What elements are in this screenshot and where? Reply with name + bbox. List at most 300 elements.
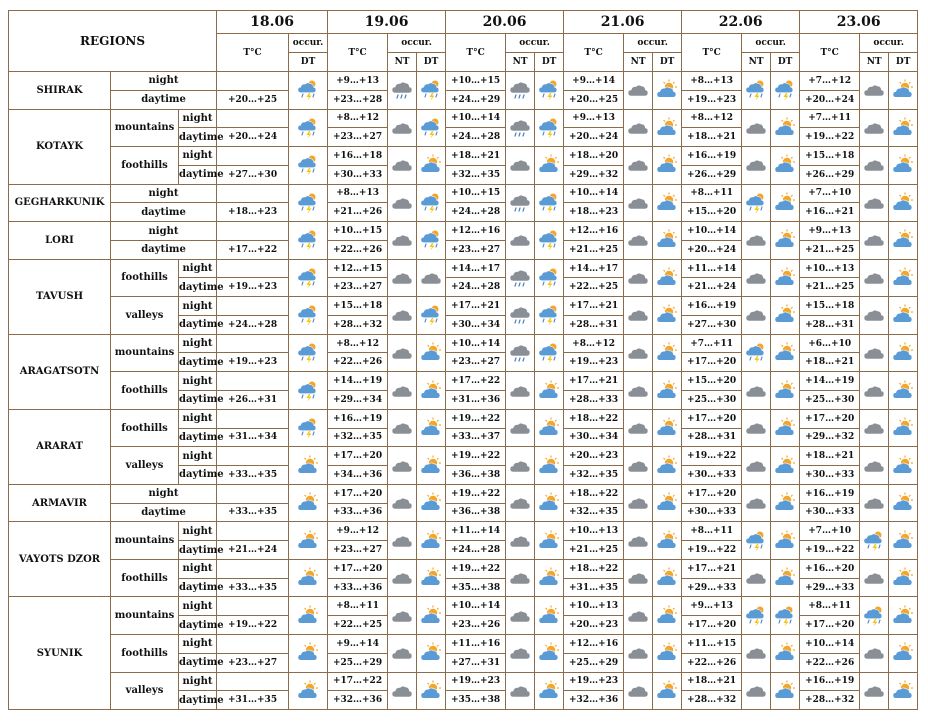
occurrence-cell (388, 634, 417, 672)
temperature-value: +24…+28 (217, 315, 289, 334)
sun-behind-cloud-icon (774, 304, 796, 326)
subregion-label: valleys (111, 447, 179, 485)
thunderstorm-rain-icon (297, 79, 319, 101)
temperature-value: +16…+19 (682, 297, 742, 316)
temperature-value: +10…+14 (446, 597, 506, 616)
temperature-value: +8…+11 (800, 597, 860, 616)
sun-behind-cloud-icon (538, 455, 560, 477)
occurrence-cell (289, 409, 328, 447)
occurrence-cell (653, 522, 682, 560)
table-row (9, 184, 918, 203)
subregion-label: foothills (111, 409, 179, 447)
occurrence-cell (506, 522, 535, 560)
cloud-icon (863, 567, 885, 589)
temperature-value: +15…+18 (328, 297, 388, 316)
temperature-value: +32…+36 (564, 691, 624, 710)
temperature-value: +19…+23 (217, 353, 289, 372)
sun-behind-cloud-icon (538, 154, 560, 176)
cloud-icon (627, 380, 649, 402)
temperature-value: +16…+19 (800, 672, 860, 691)
temperature-value: +11…+14 (682, 259, 742, 278)
temperature-value: +7…+10 (800, 522, 860, 541)
temperature-value: +8…+13 (328, 184, 388, 203)
temperature-value: +33…+35 (217, 503, 289, 522)
occurrence-cell (653, 297, 682, 335)
temperature-value: +22…+25 (564, 278, 624, 297)
subregion-label: valleys (111, 672, 179, 710)
period-label: night (179, 297, 217, 316)
temperature-value: +20…+25 (564, 90, 624, 109)
temperature-value: +19…+23 (446, 672, 506, 691)
temperature-value: +17…+20 (328, 447, 388, 466)
occurrence-cell (506, 184, 535, 222)
temperature-value: +23…+27 (328, 278, 388, 297)
cloud-icon (745, 267, 767, 289)
occurrence-cell (506, 297, 535, 335)
sun-behind-cloud-icon (297, 492, 319, 514)
thunderstorm-rain-icon (297, 117, 319, 139)
temperature-value (217, 72, 289, 91)
occurrence-cell (535, 672, 564, 710)
temperature-value: +23…+27 (446, 353, 506, 372)
thunderstorm-rain-icon (745, 342, 767, 364)
cloud-icon (391, 680, 413, 702)
sun-behind-cloud-icon (892, 567, 914, 589)
table-row (9, 222, 918, 241)
period-label: night (179, 259, 217, 278)
occurrence-cell (889, 447, 918, 485)
subregion-label: valleys (111, 297, 179, 335)
temperature-value: +28…+32 (800, 691, 860, 710)
occurrence-cell (506, 72, 535, 110)
date-header-2: 19.06 (328, 11, 446, 34)
occurrence-cell (653, 672, 682, 710)
period-label: daytime (179, 616, 217, 635)
period-label: night (179, 147, 217, 166)
temperature-value: +14…+19 (328, 372, 388, 391)
occurrence-cell (653, 259, 682, 297)
temperature-value: +12…+16 (446, 222, 506, 241)
sun-behind-cloud-icon (656, 530, 678, 552)
occurrence-cell (289, 484, 328, 522)
cloud-icon (863, 417, 885, 439)
temperature-value: +14…+17 (446, 259, 506, 278)
occurrence-cell (742, 672, 771, 710)
cloud-icon (627, 117, 649, 139)
occurrence-cell (289, 597, 328, 635)
occurrence-cell (771, 109, 800, 147)
cloud-icon (863, 342, 885, 364)
temperature-value: +25…+29 (328, 653, 388, 672)
temperature-value: +19…+22 (800, 541, 860, 560)
occurrence-cell (506, 334, 535, 372)
sun-behind-cloud-icon (892, 229, 914, 251)
temperature-value: +19…+22 (446, 559, 506, 578)
subregion-label: mountains (111, 522, 179, 560)
thunderstorm-rain-icon (297, 192, 319, 214)
period-label: night (179, 597, 217, 616)
subregion-label: foothills (111, 634, 179, 672)
sun-behind-cloud-icon (656, 304, 678, 326)
sun-behind-cloud-icon (656, 455, 678, 477)
subregion-label: mountains (111, 109, 179, 147)
cloud-icon (391, 229, 413, 251)
occurrence-cell (506, 147, 535, 185)
subregion-label: foothills (111, 259, 179, 297)
temperature-value: +21…+25 (564, 541, 624, 560)
occurrence-cell (624, 259, 653, 297)
sun-behind-cloud-icon (538, 605, 560, 627)
cloud-icon (863, 117, 885, 139)
temperature-value: +18…+21 (682, 128, 742, 147)
temperature-value: +33…+35 (217, 466, 289, 485)
thunderstorm-rain-icon (538, 304, 560, 326)
cloud-icon (863, 680, 885, 702)
period-label: night (111, 72, 217, 91)
occurrence-cell (742, 259, 771, 297)
temperature-value: +17…+22 (217, 240, 289, 259)
temperature-value: +27…+30 (217, 165, 289, 184)
sun-behind-cloud-icon (892, 492, 914, 514)
region-lori: LORI (9, 222, 111, 260)
date-header-3: 20.06 (446, 11, 564, 34)
occurrence-cell (535, 447, 564, 485)
cloud-icon (627, 342, 649, 364)
cloud-icon (509, 154, 531, 176)
period-label: daytime (111, 240, 217, 259)
temperature-value: +17…+20 (682, 484, 742, 503)
occurrence-cell (506, 409, 535, 447)
temperature-value: +32…+35 (328, 428, 388, 447)
temperature-value: +29…+32 (564, 165, 624, 184)
cloud-icon (627, 304, 649, 326)
thunderstorm-rain-icon (538, 229, 560, 251)
temperature-value: +17…+20 (800, 409, 860, 428)
table-row (9, 484, 918, 503)
temperature-value: +20…+24 (800, 90, 860, 109)
temperature-value: +10…+14 (682, 222, 742, 241)
sun-behind-cloud-icon (420, 380, 442, 402)
sun-behind-cloud-icon (656, 642, 678, 664)
thunderstorm-rain-icon (297, 380, 319, 402)
period-label: daytime (111, 203, 217, 222)
occurrence-cell (289, 522, 328, 560)
occurrence-cell (388, 484, 417, 522)
nt-header-2: NT (388, 53, 417, 72)
temperature-value: +20…+24 (217, 128, 289, 147)
occurrence-cell (624, 447, 653, 485)
occurrence-cell (417, 522, 446, 560)
occurrence-cell (889, 184, 918, 222)
occurrence-cell (388, 109, 417, 147)
sun-behind-cloud-icon (774, 267, 796, 289)
table-row (9, 147, 918, 166)
temperature-value: +33…+36 (328, 578, 388, 597)
occurrence-cell (860, 484, 889, 522)
temperature-value: +9…+12 (328, 522, 388, 541)
temperature-value: +28…+31 (800, 315, 860, 334)
cloud-icon (863, 267, 885, 289)
cloud-icon (509, 380, 531, 402)
thunderstorm-rain-icon (420, 117, 442, 139)
occurrence-cell (742, 334, 771, 372)
temperature-value: +25…+30 (800, 391, 860, 410)
occurrence-cell (860, 559, 889, 597)
dt-header-3: DT (535, 53, 564, 72)
occurrence-cell (771, 147, 800, 185)
temperature-value: +23…+28 (328, 90, 388, 109)
temperature-value: +15…+18 (800, 297, 860, 316)
occurrence-cell (535, 484, 564, 522)
occurrence-cell (289, 109, 328, 147)
occurrence-cell (889, 334, 918, 372)
occurrence-cell (624, 522, 653, 560)
cloud-icon (745, 154, 767, 176)
cloud-icon (745, 417, 767, 439)
occurrence-cell (624, 409, 653, 447)
regions-header: REGIONS (9, 11, 217, 72)
cloud-icon (391, 492, 413, 514)
thunderstorm-rain-icon (420, 229, 442, 251)
nt-header-4: NT (624, 53, 653, 72)
occurrence-cell (289, 147, 328, 185)
sun-behind-cloud-icon (774, 117, 796, 139)
occurrence-cell (860, 597, 889, 635)
occurrence-cell (624, 222, 653, 260)
temperature-value: +28…+31 (564, 315, 624, 334)
temperature-value: +22…+25 (328, 616, 388, 635)
thunderstorm-rain-icon (863, 530, 885, 552)
dt-header-5: DT (771, 53, 800, 72)
temperature-value: +12…+15 (328, 259, 388, 278)
occurrence-cell (771, 372, 800, 410)
temperature-value: +17…+20 (682, 353, 742, 372)
temperature-value: +18…+21 (682, 672, 742, 691)
region-tavush: TAVUSH (9, 259, 111, 334)
occurrence-cell (771, 72, 800, 110)
sun-behind-cloud-icon (420, 154, 442, 176)
occurrence-cell (860, 109, 889, 147)
sun-behind-cloud-icon (892, 79, 914, 101)
temperature-value: +22…+26 (328, 240, 388, 259)
temperature-value: +22…+26 (328, 353, 388, 372)
temperature-value: +23…+27 (328, 128, 388, 147)
region-armavir: ARMAVIR (9, 484, 111, 522)
temperature-value: +29…+33 (800, 578, 860, 597)
region-gegharkunik: GEGHARKUNIK (9, 184, 111, 222)
sun-behind-cloud-icon (774, 642, 796, 664)
temperature-value: +18…+20 (564, 147, 624, 166)
occurrence-cell (624, 297, 653, 335)
sun-behind-cloud-icon (892, 605, 914, 627)
temperature-value: +28…+33 (564, 391, 624, 410)
thunderstorm-rain-icon (297, 229, 319, 251)
table-row (9, 522, 918, 541)
cloud-icon (391, 117, 413, 139)
occurrence-cell (535, 297, 564, 335)
occurrence-cell (417, 559, 446, 597)
sun-behind-cloud-icon (774, 455, 796, 477)
temperature-value (217, 334, 289, 353)
cloud-icon (391, 530, 413, 552)
temperature-value: +26…+29 (682, 165, 742, 184)
sun-behind-cloud-icon (538, 530, 560, 552)
occurrence-cell (771, 409, 800, 447)
occurrence-cell (506, 672, 535, 710)
temperature-value: +9…+13 (800, 222, 860, 241)
sun-behind-cloud-icon (420, 492, 442, 514)
occurrence-cell (289, 259, 328, 297)
temperature-value: +16…+20 (800, 559, 860, 578)
sun-behind-cloud-icon (538, 680, 560, 702)
sun-behind-cloud-icon (420, 530, 442, 552)
occurrence-cell (624, 484, 653, 522)
sun-behind-cloud-icon (297, 605, 319, 627)
thunderstorm-rain-icon (745, 530, 767, 552)
temperature-value: +20…+25 (217, 90, 289, 109)
occurrence-header-1: occur. (289, 34, 328, 53)
sun-behind-cloud-icon (420, 455, 442, 477)
occurrence-cell (289, 184, 328, 222)
temperature-value: +14…+17 (564, 259, 624, 278)
temperature-value: +18…+21 (446, 147, 506, 166)
temperature-value: +33…+35 (217, 578, 289, 597)
temperature-value: +10…+13 (564, 522, 624, 541)
temperature-value: +24…+28 (446, 128, 506, 147)
occurrence-cell (653, 109, 682, 147)
thunderstorm-rain-icon (420, 192, 442, 214)
temperature-value: +19…+23 (564, 672, 624, 691)
temperature-value: +22…+26 (800, 653, 860, 672)
temperature-value: +31…+35 (564, 578, 624, 597)
temperature-value: +16…+19 (800, 484, 860, 503)
temperature-value: +17…+20 (800, 616, 860, 635)
occurrence-cell (388, 372, 417, 410)
cloud-icon (745, 567, 767, 589)
occurrence-cell (535, 72, 564, 110)
cloud-icon (509, 567, 531, 589)
occurrence-cell (506, 372, 535, 410)
sun-behind-cloud-icon (420, 605, 442, 627)
occurrence-cell (771, 672, 800, 710)
temperature-value (217, 522, 289, 541)
cloud-icon (391, 417, 413, 439)
occurrence-cell (889, 484, 918, 522)
temperature-value: +7…+11 (682, 334, 742, 353)
occurrence-cell (535, 634, 564, 672)
subregion-label: foothills (111, 559, 179, 597)
temperature-value: +7…+10 (800, 184, 860, 203)
occurrence-cell (289, 372, 328, 410)
occurrence-cell (860, 259, 889, 297)
temperature-value: +9…+13 (564, 109, 624, 128)
cloud-icon (627, 229, 649, 251)
occurrence-cell (417, 72, 446, 110)
temperature-value: +18…+21 (800, 447, 860, 466)
period-label: daytime (179, 278, 217, 297)
temperature-value (217, 409, 289, 428)
sun-behind-cloud-icon (774, 380, 796, 402)
rain-cloud-icon (509, 342, 531, 364)
occurrence-cell (889, 297, 918, 335)
temp-header-2: T°C (328, 34, 388, 72)
temperature-value: +8…+13 (682, 72, 742, 91)
cloud-icon (745, 680, 767, 702)
temperature-value: +17…+21 (446, 297, 506, 316)
sun-behind-cloud-icon (420, 642, 442, 664)
sun-behind-cloud-icon (892, 680, 914, 702)
region-ararat: ARARAT (9, 409, 111, 484)
temperature-value: +19…+22 (682, 447, 742, 466)
sun-behind-cloud-icon (420, 342, 442, 364)
sun-behind-cloud-icon (656, 117, 678, 139)
sun-behind-cloud-icon (774, 530, 796, 552)
temperature-value: +23…+27 (217, 653, 289, 672)
temperature-value: +32…+35 (564, 466, 624, 485)
occurrence-cell (742, 184, 771, 222)
temperature-value: +16…+18 (328, 147, 388, 166)
occurrence-cell (388, 147, 417, 185)
cloud-icon (627, 605, 649, 627)
date-header-6: 23.06 (800, 11, 918, 34)
sun-behind-cloud-icon (656, 605, 678, 627)
occurrence-cell (624, 597, 653, 635)
subregion-label: mountains (111, 597, 179, 635)
occurrence-cell (417, 597, 446, 635)
nt-header-3: NT (506, 53, 535, 72)
occurrence-cell (653, 484, 682, 522)
temp-header-6: T°C (800, 34, 860, 72)
cloud-icon (391, 342, 413, 364)
cloud-icon (863, 492, 885, 514)
thunderstorm-rain-icon (538, 117, 560, 139)
cloud-icon (509, 229, 531, 251)
period-label: night (179, 634, 217, 653)
thunderstorm-rain-icon (745, 605, 767, 627)
occurrence-cell (506, 634, 535, 672)
temperature-value: +8…+12 (328, 334, 388, 353)
cloud-icon (391, 567, 413, 589)
sun-behind-cloud-icon (892, 642, 914, 664)
sun-behind-cloud-icon (297, 567, 319, 589)
temperature-value: +18…+23 (217, 203, 289, 222)
temperature-value: +32…+36 (328, 691, 388, 710)
temperature-value: +9…+13 (328, 72, 388, 91)
table-row (9, 409, 918, 428)
sun-behind-cloud-icon (297, 680, 319, 702)
sun-behind-cloud-icon (656, 417, 678, 439)
temperature-value: +17…+22 (446, 372, 506, 391)
occurrence-cell (742, 72, 771, 110)
table-row (9, 297, 918, 316)
cloud-icon (627, 267, 649, 289)
sun-behind-cloud-icon (420, 680, 442, 702)
occurrence-cell (889, 559, 918, 597)
occurrence-cell (860, 372, 889, 410)
temperature-value: +18…+22 (564, 409, 624, 428)
temperature-value: +17…+21 (564, 372, 624, 391)
sun-behind-cloud-icon (656, 79, 678, 101)
period-label: daytime (179, 653, 217, 672)
temperature-value: +30…+34 (564, 428, 624, 447)
subregion-label: foothills (111, 147, 179, 185)
cloud-icon (509, 455, 531, 477)
occurrence-cell (417, 147, 446, 185)
temperature-value: +10…+13 (800, 259, 860, 278)
cloud-icon (745, 304, 767, 326)
cloud-icon (627, 417, 649, 439)
sun-behind-cloud-icon (892, 267, 914, 289)
